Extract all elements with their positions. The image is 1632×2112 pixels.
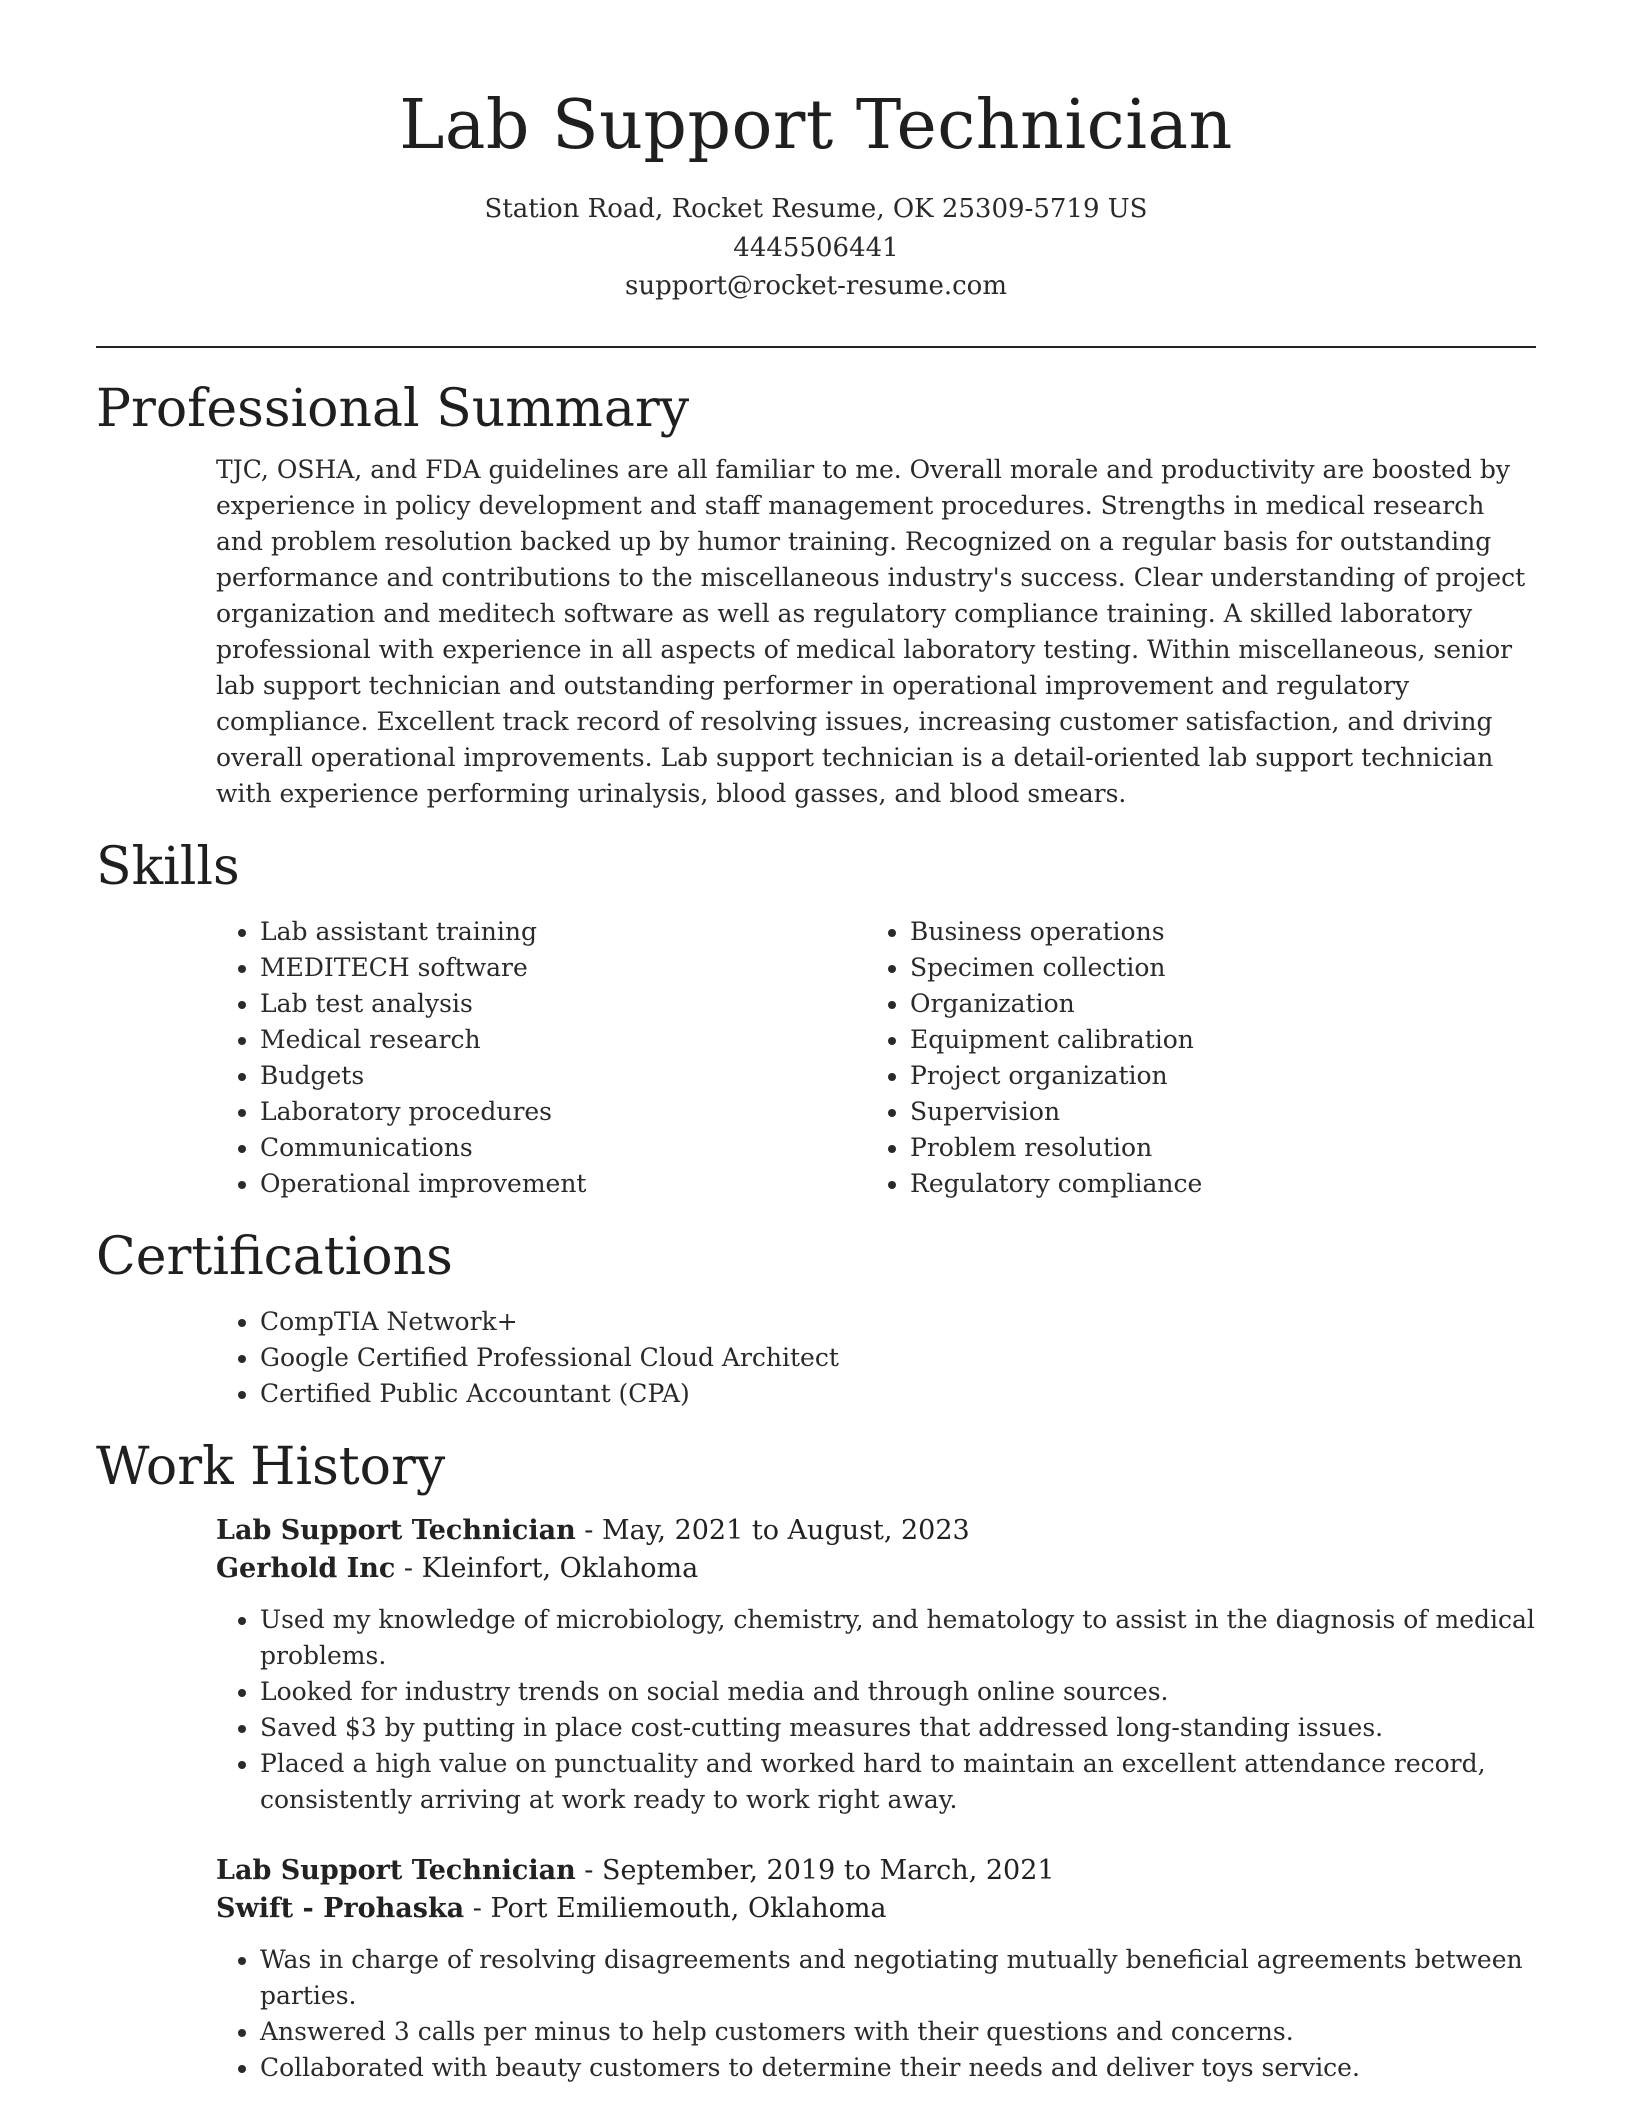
skills-columns: [216, 914, 1536, 1202]
phone-line: 4445506441: [733, 232, 899, 263]
job-dates: - May, 2021 to August, 2023: [575, 1514, 970, 1546]
header-divider: [96, 346, 1536, 348]
job-duties-list: [216, 1602, 1536, 1818]
work-history-section: [96, 1434, 1536, 2086]
email-line: support@rocket-resume.com: [624, 271, 1007, 301]
job-title: Lab Support Technician: [216, 1514, 576, 1546]
job-company: Gerhold Inc: [216, 1552, 396, 1584]
summary-section: [96, 376, 1536, 812]
job-duty: • Collaborated with beauty customers to determine their needs and deliver toys service.: [260, 2050, 1536, 2086]
resume-header: [96, 0, 1536, 306]
job-title: Lab Support Technician: [216, 1854, 576, 1886]
job-duty: • Answered 3 calls per minus to help customers with their questions and concerns.: [260, 2014, 1536, 2050]
skill-item: • Equipment calibration: [910, 1022, 1516, 1058]
job-company: Swift - Prohaska: [216, 1892, 465, 1924]
certifications-heading: Certifications: [96, 1226, 453, 1287]
skill-item: • Medical research: [260, 1022, 866, 1058]
job-title-line: [216, 1852, 1536, 1890]
skill-item: • Lab assistant training: [260, 914, 866, 950]
skill-item: • Problem resolution: [910, 1130, 1516, 1166]
candidate-name: Lab Support Technician: [399, 86, 1233, 165]
certification-item: • Google Certified Professional Cloud Architect: [260, 1340, 1536, 1376]
summary-heading: Professional Summary: [96, 378, 690, 439]
job-duty: • Saved $3 by putting in place cost-cutting measures that addressed long-standing issues.: [260, 1710, 1536, 1746]
job-location: - Port Emiliemouth, Oklahoma: [464, 1892, 887, 1924]
job-company-line: [216, 1550, 1536, 1588]
job-company-line: [216, 1890, 1536, 1928]
job-duties-list: [216, 1942, 1536, 2086]
job-entry: [216, 1852, 1536, 2086]
skill-item: • Business operations: [910, 914, 1516, 950]
job-duty: • Placed a high value on punctuality and worked hard to maintain an excellent attendance record, consistently arriving at work ready to work right away.: [260, 1746, 1536, 1818]
skill-item: • Project organization: [910, 1058, 1516, 1094]
skill-item: • MEDITECH software: [260, 950, 866, 986]
job-duty: • Looked for industry trends on social media and through online sources.: [260, 1674, 1536, 1710]
skills-section: [96, 834, 1536, 1202]
work-history-heading: Work History: [96, 1436, 446, 1497]
address-line: Station Road, Rocket Resume, OK 25309-5719 US: [484, 194, 1148, 224]
job-entry: [216, 1512, 1536, 1818]
skill-item: • Operational improvement: [260, 1166, 866, 1202]
contact-info: [96, 190, 1536, 306]
certification-item: • Certified Public Accountant (CPA): [260, 1376, 1536, 1412]
job-duty: • Was in charge of resolving disagreements and negotiating mutually beneficial agreements between parties.: [260, 1942, 1536, 2014]
skill-item: • Budgets: [260, 1058, 866, 1094]
summary-text: TJC, OSHA, and FDA guidelines are all familiar to me. Overall morale and productivity are boosted by experience in policy development and staff management procedures. Strengths in medical research and problem resolution backed up by humor training. Recognized on a regular basis for outstanding performance and contributions to the miscellaneous industry's success. Clear understanding of project organization and meditech software as well as regulatory compliance training. A skilled laboratory professional with experience in all aspects of medical laboratory testing. Within miscellaneous, senior lab support technician and outstanding performer in operational improvement and regulatory compliance. Excellent track record of resolving issues, increasing customer satisfaction, and driving overall operational improvements. Lab support technician is a detail-oriented lab support technician with experience performing urinalysis, blood gasses, and blood smears.: [216, 454, 1526, 808]
certifications-section: [96, 1224, 1536, 1412]
skill-item: • Regulatory compliance: [910, 1166, 1516, 1202]
skill-item: • Laboratory procedures: [260, 1094, 866, 1130]
job-location: - Kleinfort, Oklahoma: [395, 1552, 699, 1584]
certification-item: • CompTIA Network+: [260, 1304, 1536, 1340]
skill-item: • Organization: [910, 986, 1516, 1022]
skills-heading: Skills: [96, 836, 240, 897]
job-title-line: [216, 1512, 1536, 1550]
skills-list-right: [866, 914, 1516, 1202]
skill-item: • Specimen collection: [910, 950, 1516, 986]
skill-item: • Lab test analysis: [260, 986, 866, 1022]
skills-list-left: [216, 914, 866, 1202]
job-duty: • Used my knowledge of microbiology, chemistry, and hematology to assist in the diagnosis of medical problems.: [260, 1602, 1536, 1674]
certifications-list: [216, 1304, 1536, 1412]
skill-item: • Communications: [260, 1130, 866, 1166]
job-dates: - September, 2019 to March, 2021: [575, 1854, 1055, 1886]
skill-item: • Supervision: [910, 1094, 1516, 1130]
